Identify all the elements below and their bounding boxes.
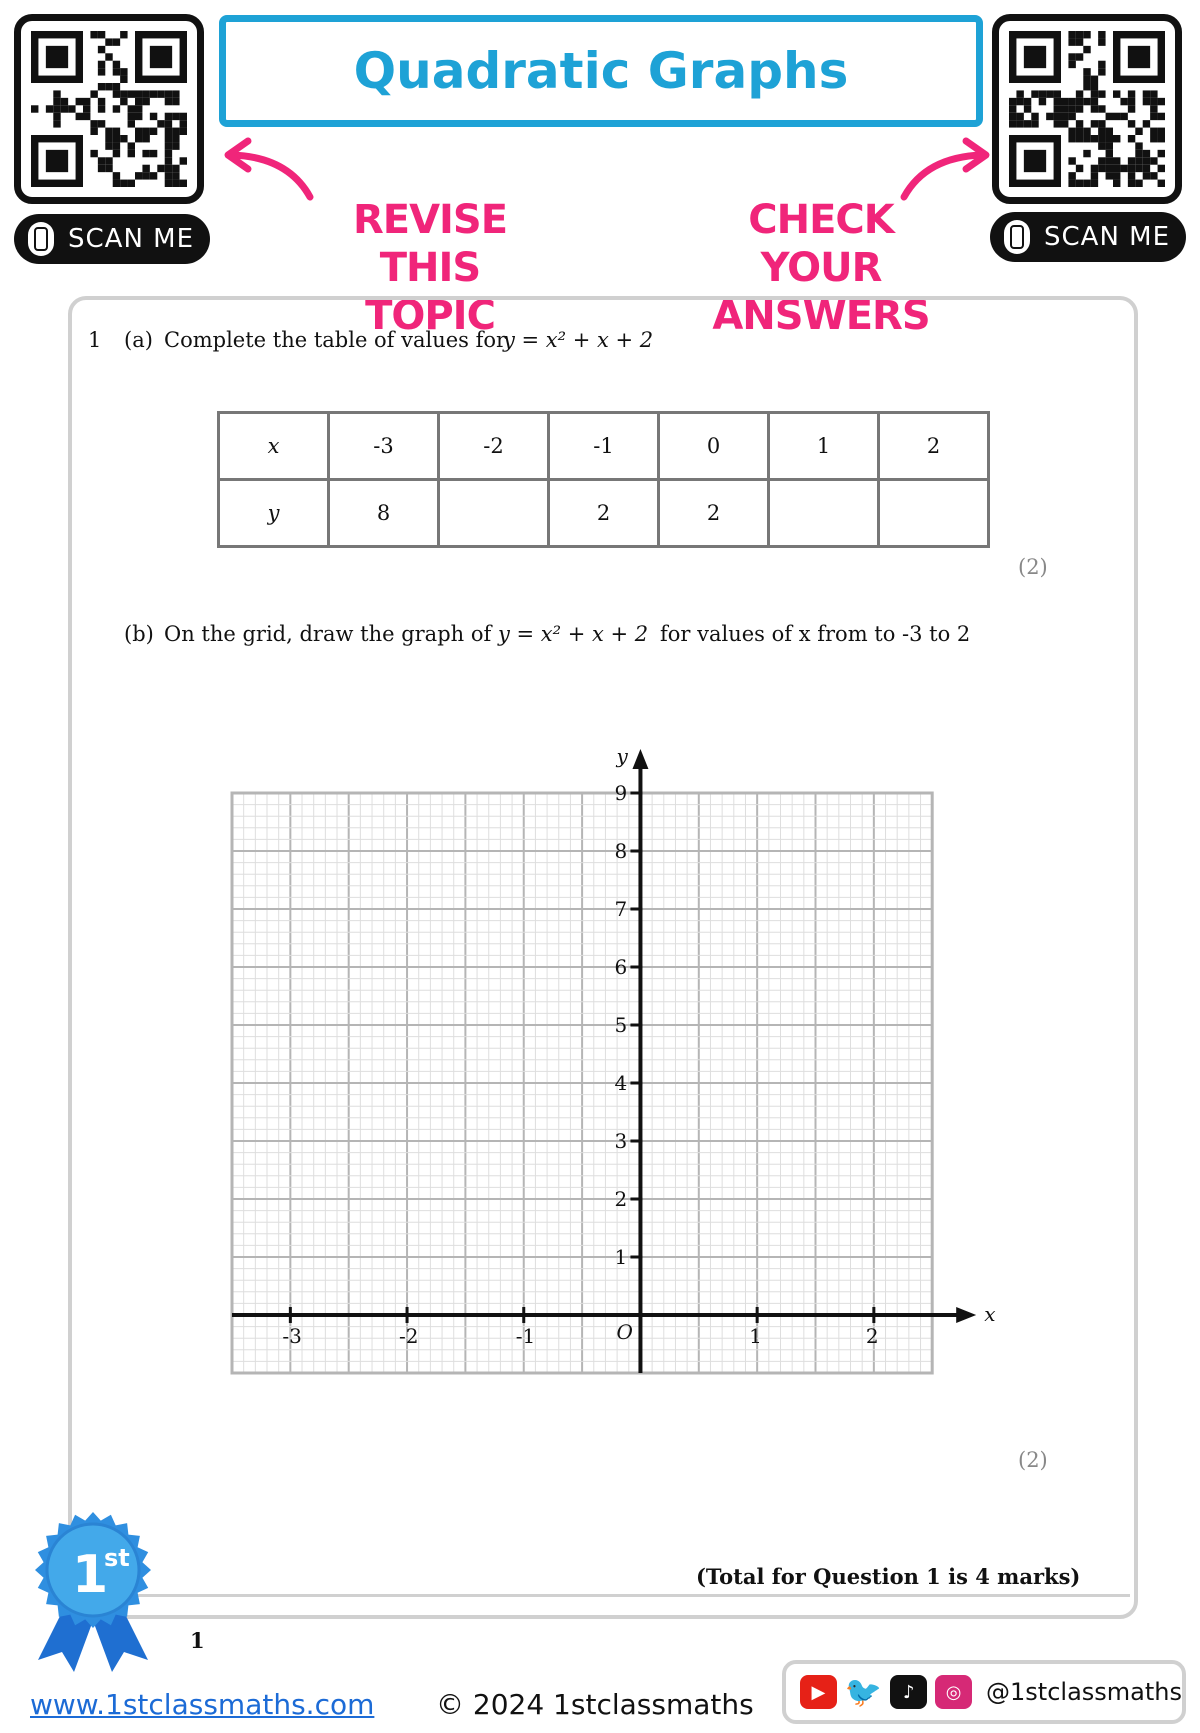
part-b-text: On the grid, draw the graph of <box>164 622 492 646</box>
page-title: Quadratic Graphs <box>353 42 849 100</box>
part-a-equation: y = x² + x + 2 <box>503 328 654 352</box>
values-table <box>217 411 990 548</box>
y-tick-label: 2 <box>614 1187 628 1211</box>
table-cell: 1 <box>769 413 879 480</box>
revise-qr-code[interactable] <box>14 14 204 204</box>
table-cell: -1 <box>549 413 659 480</box>
qr-pattern-right <box>1009 31 1165 187</box>
x-tick-label: 2 <box>865 1324 879 1348</box>
origin-label: O <box>616 1320 633 1344</box>
arrow-left-icon <box>218 135 318 205</box>
part-b-equation: y = x² + x + 2 <box>498 622 649 646</box>
x-axis-arrow-icon <box>956 1307 976 1323</box>
y-axis-label: y <box>616 744 628 768</box>
table-answer-cell[interactable] <box>439 480 549 547</box>
table-cell: 2 <box>659 480 769 547</box>
page-number: 1 <box>190 1628 205 1653</box>
y-tick-label: 4 <box>614 1071 628 1095</box>
y-tick-label: 6 <box>614 955 628 979</box>
twitter-icon[interactable]: 🐦 <box>844 1674 883 1710</box>
instagram-icon[interactable]: ◎ <box>935 1675 972 1709</box>
y-tick-label: 3 <box>614 1129 628 1153</box>
grid-lines <box>232 793 932 1373</box>
title-box <box>219 15 983 127</box>
scan-me-right-button[interactable] <box>990 212 1186 262</box>
table-answer-cell[interactable] <box>769 480 879 547</box>
part-b-marks: (2) <box>1018 1448 1048 1472</box>
total-divider <box>80 1594 1130 1597</box>
table-row-y <box>219 480 989 547</box>
y-tick-label: 5 <box>614 1013 628 1037</box>
y-axis-arrow-icon <box>632 749 648 769</box>
social-handle[interactable]: @1stclassmaths <box>986 1678 1183 1706</box>
y-tick-label: 9 <box>614 781 628 805</box>
table-row-x <box>219 413 989 480</box>
scan-me-right-label: SCAN ME <box>1044 222 1171 252</box>
youtube-icon[interactable]: ▶ <box>800 1675 837 1709</box>
x-tick-label: 1 <box>749 1324 762 1348</box>
revise-callout-line1: REVISE THIS <box>352 197 508 291</box>
question-total: (Total for Question 1 is 4 marks) <box>696 1564 1081 1589</box>
part-b-suffix: for values of x from to -3 to 2 <box>660 622 971 646</box>
y-tick-label: 1 <box>614 1245 628 1269</box>
y-tick-label: 8 <box>614 839 628 863</box>
x-tick-label: -3 <box>282 1324 302 1348</box>
part-b-label: (b) <box>124 622 154 646</box>
table-cell: 0 <box>659 413 769 480</box>
arrow-right-icon <box>896 135 996 205</box>
table-cell: -3 <box>329 413 439 480</box>
badge-suffix: st <box>104 1544 130 1572</box>
phone-icon <box>28 222 54 256</box>
revise-callout-line2: TOPIC <box>365 293 495 339</box>
check-callout-line1: CHECK YOUR <box>748 197 894 291</box>
scan-me-left-button[interactable] <box>14 214 210 264</box>
table-cell: -2 <box>439 413 549 480</box>
table-cell: 2 <box>549 480 659 547</box>
part-a-label: (a) <box>124 328 153 352</box>
x-axis-label: x <box>984 1302 996 1326</box>
table-cell: 2 <box>879 413 989 480</box>
table-header-x: x <box>219 413 329 480</box>
axes <box>232 749 976 1373</box>
first-class-badge-icon <box>28 1508 158 1672</box>
table-cell: 8 <box>329 480 439 547</box>
answers-qr-code[interactable] <box>992 14 1182 204</box>
table-answer-cell[interactable] <box>879 480 989 547</box>
graph-grid[interactable] <box>220 740 1000 1400</box>
question-number: 1 <box>88 328 102 352</box>
website-link[interactable]: www.1stclassmaths.com <box>30 1688 375 1721</box>
scan-me-left-label: SCAN ME <box>68 224 195 254</box>
social-links <box>782 1660 1186 1724</box>
phone-icon <box>1004 220 1030 254</box>
badge-number: 1 <box>72 1545 109 1605</box>
y-tick-label: 7 <box>614 897 628 921</box>
table-header-y: y <box>219 480 329 547</box>
x-tick-label: -1 <box>515 1324 536 1348</box>
tiktok-icon[interactable]: ♪ <box>890 1675 927 1709</box>
x-tick-label: -2 <box>399 1324 419 1348</box>
copyright-text: © 2024 1stclassmaths <box>436 1688 754 1721</box>
part-a-marks: (2) <box>1018 555 1048 579</box>
part-a-text: Complete the table of values for <box>164 328 507 352</box>
check-callout-line2: ANSWERS <box>712 293 930 339</box>
qr-pattern-left <box>31 31 187 187</box>
